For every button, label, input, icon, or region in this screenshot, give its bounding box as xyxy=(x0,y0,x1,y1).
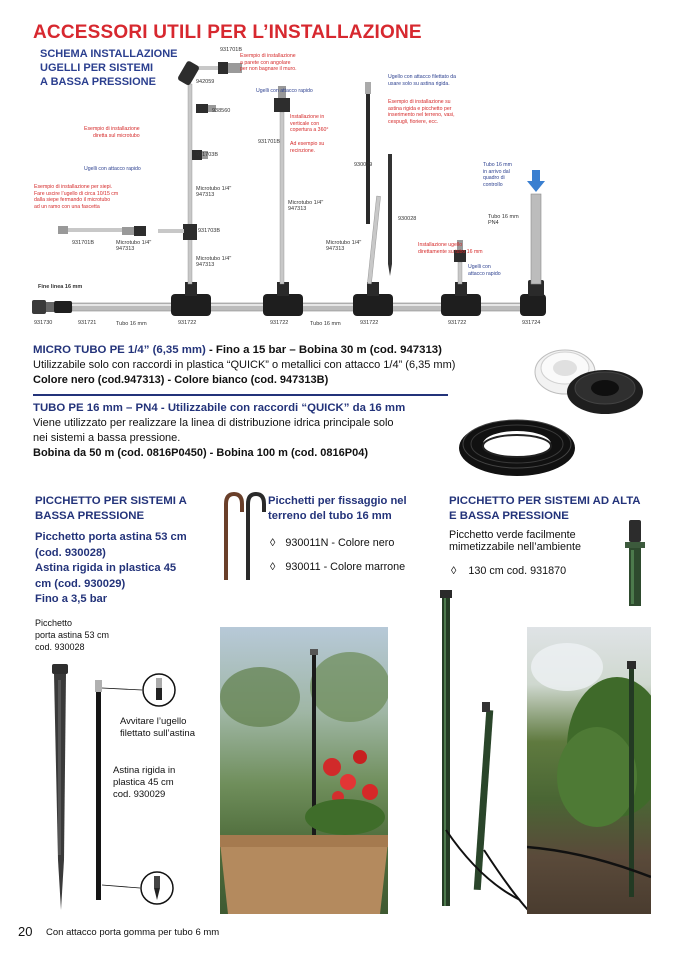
micro-tubo-title-tail: - Fino a 15 bar – Bobina 30 m (cod. 947313) xyxy=(205,344,442,356)
diagram-heading: SCHEMA INSTALLAZIONE UGELLI PER SISTEMI A BASSA PRESSIONE xyxy=(40,48,178,88)
note-direct-microtube: Esempio di installazione diretta sul microtubo xyxy=(84,126,140,139)
flower-pot-photo xyxy=(220,627,388,914)
hedge-drawing xyxy=(527,627,651,914)
micro-tube-coils-image xyxy=(520,340,650,420)
section-divider xyxy=(33,394,448,396)
hedge-photo xyxy=(527,627,651,914)
elbow-connector xyxy=(520,280,546,316)
tube-label: Tubo 16 mm xyxy=(116,321,147,327)
note-stake-example: Esempio di installazione su astina rigida e picchetto per inserimento nel terreno, vasi, cespugli, fioriere, ecc. xyxy=(388,99,455,125)
code-label: 931722 xyxy=(448,320,467,326)
note-quick-low: Ugelli con attacco rapido xyxy=(468,264,501,277)
col2-title: Picchetti per fissaggio nel terreno del tubo 16 mm xyxy=(268,495,407,522)
label-line-end: Fine linea 16 mm xyxy=(38,284,83,290)
code-label: 931701B xyxy=(220,47,243,53)
tubo-pe-desc-2: nei sistemi a bassa pressione. xyxy=(33,432,181,444)
arrow-down-icon xyxy=(527,170,545,192)
note-angle-wall: Esempio di installazione a parete con angolare per non bagnare il muro. xyxy=(240,53,297,72)
col2-list xyxy=(270,531,405,579)
microtube-label: Microtubo 1/4" 947313 xyxy=(326,240,362,252)
micro-tubo-section xyxy=(33,343,533,388)
microtube-label: Microtubo 1/4" 947313 xyxy=(288,200,324,212)
microtube-label: Microtubo 1/4" 947313 xyxy=(116,240,152,252)
line-end-plug xyxy=(32,300,72,314)
note-hedge-example: Esempio di installazione per siepi. Fare uscire l’ugello di circa 10/15 cm dalla siepe fermando il microtubo ad un ramo con una fascetta xyxy=(34,184,119,210)
note-quick-top: Ugelli con attacco rapido xyxy=(256,88,313,94)
tube-from-control xyxy=(531,194,541,284)
code-label: 930028 xyxy=(398,216,417,222)
code-label: 942059 xyxy=(196,79,215,85)
installation-diagram xyxy=(28,44,650,336)
code-label: 931703B xyxy=(198,228,221,234)
tube-pegs-image xyxy=(218,490,268,585)
tubo-pe-coils: Bobina da 50 m (cod. 0816P0450) - Bobina 100 m (cod. 0816P04) xyxy=(33,447,369,459)
code-label: 931722 xyxy=(360,320,379,326)
code-label: 931721 xyxy=(78,320,97,326)
code-label: 931724 xyxy=(522,320,541,326)
green-stakes-drawing xyxy=(420,590,530,914)
code-label: 931730 xyxy=(34,320,53,326)
code-label: 931722 xyxy=(178,320,197,326)
code-label: 931722 xyxy=(270,320,289,326)
col1-caption: Picchetto porta astina 53 cm cod. 930028 xyxy=(35,618,110,652)
code-label: 931701B xyxy=(72,240,95,246)
page-title: ACCESSORI UTILI PER L’INSTALLAZIONE xyxy=(33,22,422,43)
t-connector-4 xyxy=(441,282,481,316)
col1-specs: Picchetto porta astina 53 cm (cod. 930028) Astina rigida in plastica 45 cm (cod. 930029) Fino a 3,5 bar xyxy=(35,531,187,605)
note-direct-on-tube: Installazione ugello direttamente su tubo 16 mm xyxy=(418,242,483,255)
code-label: 938560 xyxy=(212,108,231,114)
note-quick-mid: Ugelli con attacco rapido xyxy=(84,166,141,172)
tube-16mm-coil-image xyxy=(455,410,580,480)
note-threaded-nozzle: Ugello con attacco filettato da usare solo su astina rigida. xyxy=(388,74,457,87)
code-label: 931701B xyxy=(258,139,281,145)
list-item: ◊ 930011N - Colore nero xyxy=(270,537,395,549)
t-connector-2 xyxy=(263,282,303,316)
code-label: 930029 xyxy=(354,162,373,168)
page-number: 20 xyxy=(18,924,33,939)
green-stakes-photo xyxy=(420,590,530,914)
note-vertical-install: Installazione in verticale con copertura a 360° xyxy=(290,114,329,133)
tubo-pe-title: TUBO PE 16 mm – PN4 - Utilizzabile con raccordi “QUICK” da 16 mm xyxy=(33,402,406,414)
diagram-drawing xyxy=(28,44,650,336)
tubo-pe-desc-1: Viene utilizzato per realizzare la linea di distribuzione idrica principale solo xyxy=(33,417,394,429)
col3-item: ◊ 130 cm cod. 931870 xyxy=(451,565,567,577)
code-label: 931703B xyxy=(196,152,219,158)
note-recinzione: Ad esempio su recinzione. xyxy=(290,141,325,154)
col3-desc: Picchetto verde facilmente mimetizzabile nell’ambiente xyxy=(449,529,582,553)
flower-pot-drawing xyxy=(220,627,388,914)
microtube-label: Microtubo 1/4" 947313 xyxy=(196,256,232,268)
screw-note: Avvitare l’ugello filettato sull’astina xyxy=(120,716,195,739)
t-connector-1 xyxy=(171,282,211,316)
list-item: ◊ 930011 - Colore marrone xyxy=(270,561,406,573)
microtube-label: Microtubo 1/4" 947313 xyxy=(196,186,232,198)
micro-tubo-usage: Utilizzabile solo con raccordi in plastica “QUICK” o metallici con attacco 1/4” (6,35 mm) xyxy=(33,359,456,371)
t-connector-3 xyxy=(353,282,393,316)
col3-title: PICCHETTO PER SISTEMI AD ALTA E BASSA PRESSIONE xyxy=(449,495,641,522)
tube-label: Tubo 16 mm xyxy=(310,321,341,327)
tubo-pe-section xyxy=(33,401,463,461)
green-stake-image xyxy=(615,516,655,606)
micro-tubo-title: MICRO TUBO PE 1/4” (6,35 mm) xyxy=(33,344,206,356)
col1-title: PICCHETTO PER SISTEMI A BASSA PRESSIONE xyxy=(35,495,187,522)
rod-note: Astina rigida in plastica 45 cm cod. 930029 xyxy=(113,765,176,800)
micro-tubo-colors: Colore nero (cod.947313) - Colore bianco (cod. 947313B) xyxy=(33,374,329,386)
footer-note: Con attacco porta gomma per tubo 6 mm xyxy=(46,927,220,938)
note-tube-arrival: Tubo 16 mm in arrivo dal quadro di controllo xyxy=(483,162,512,188)
tube-label: Tubo 16 mm PN4 xyxy=(488,214,519,226)
